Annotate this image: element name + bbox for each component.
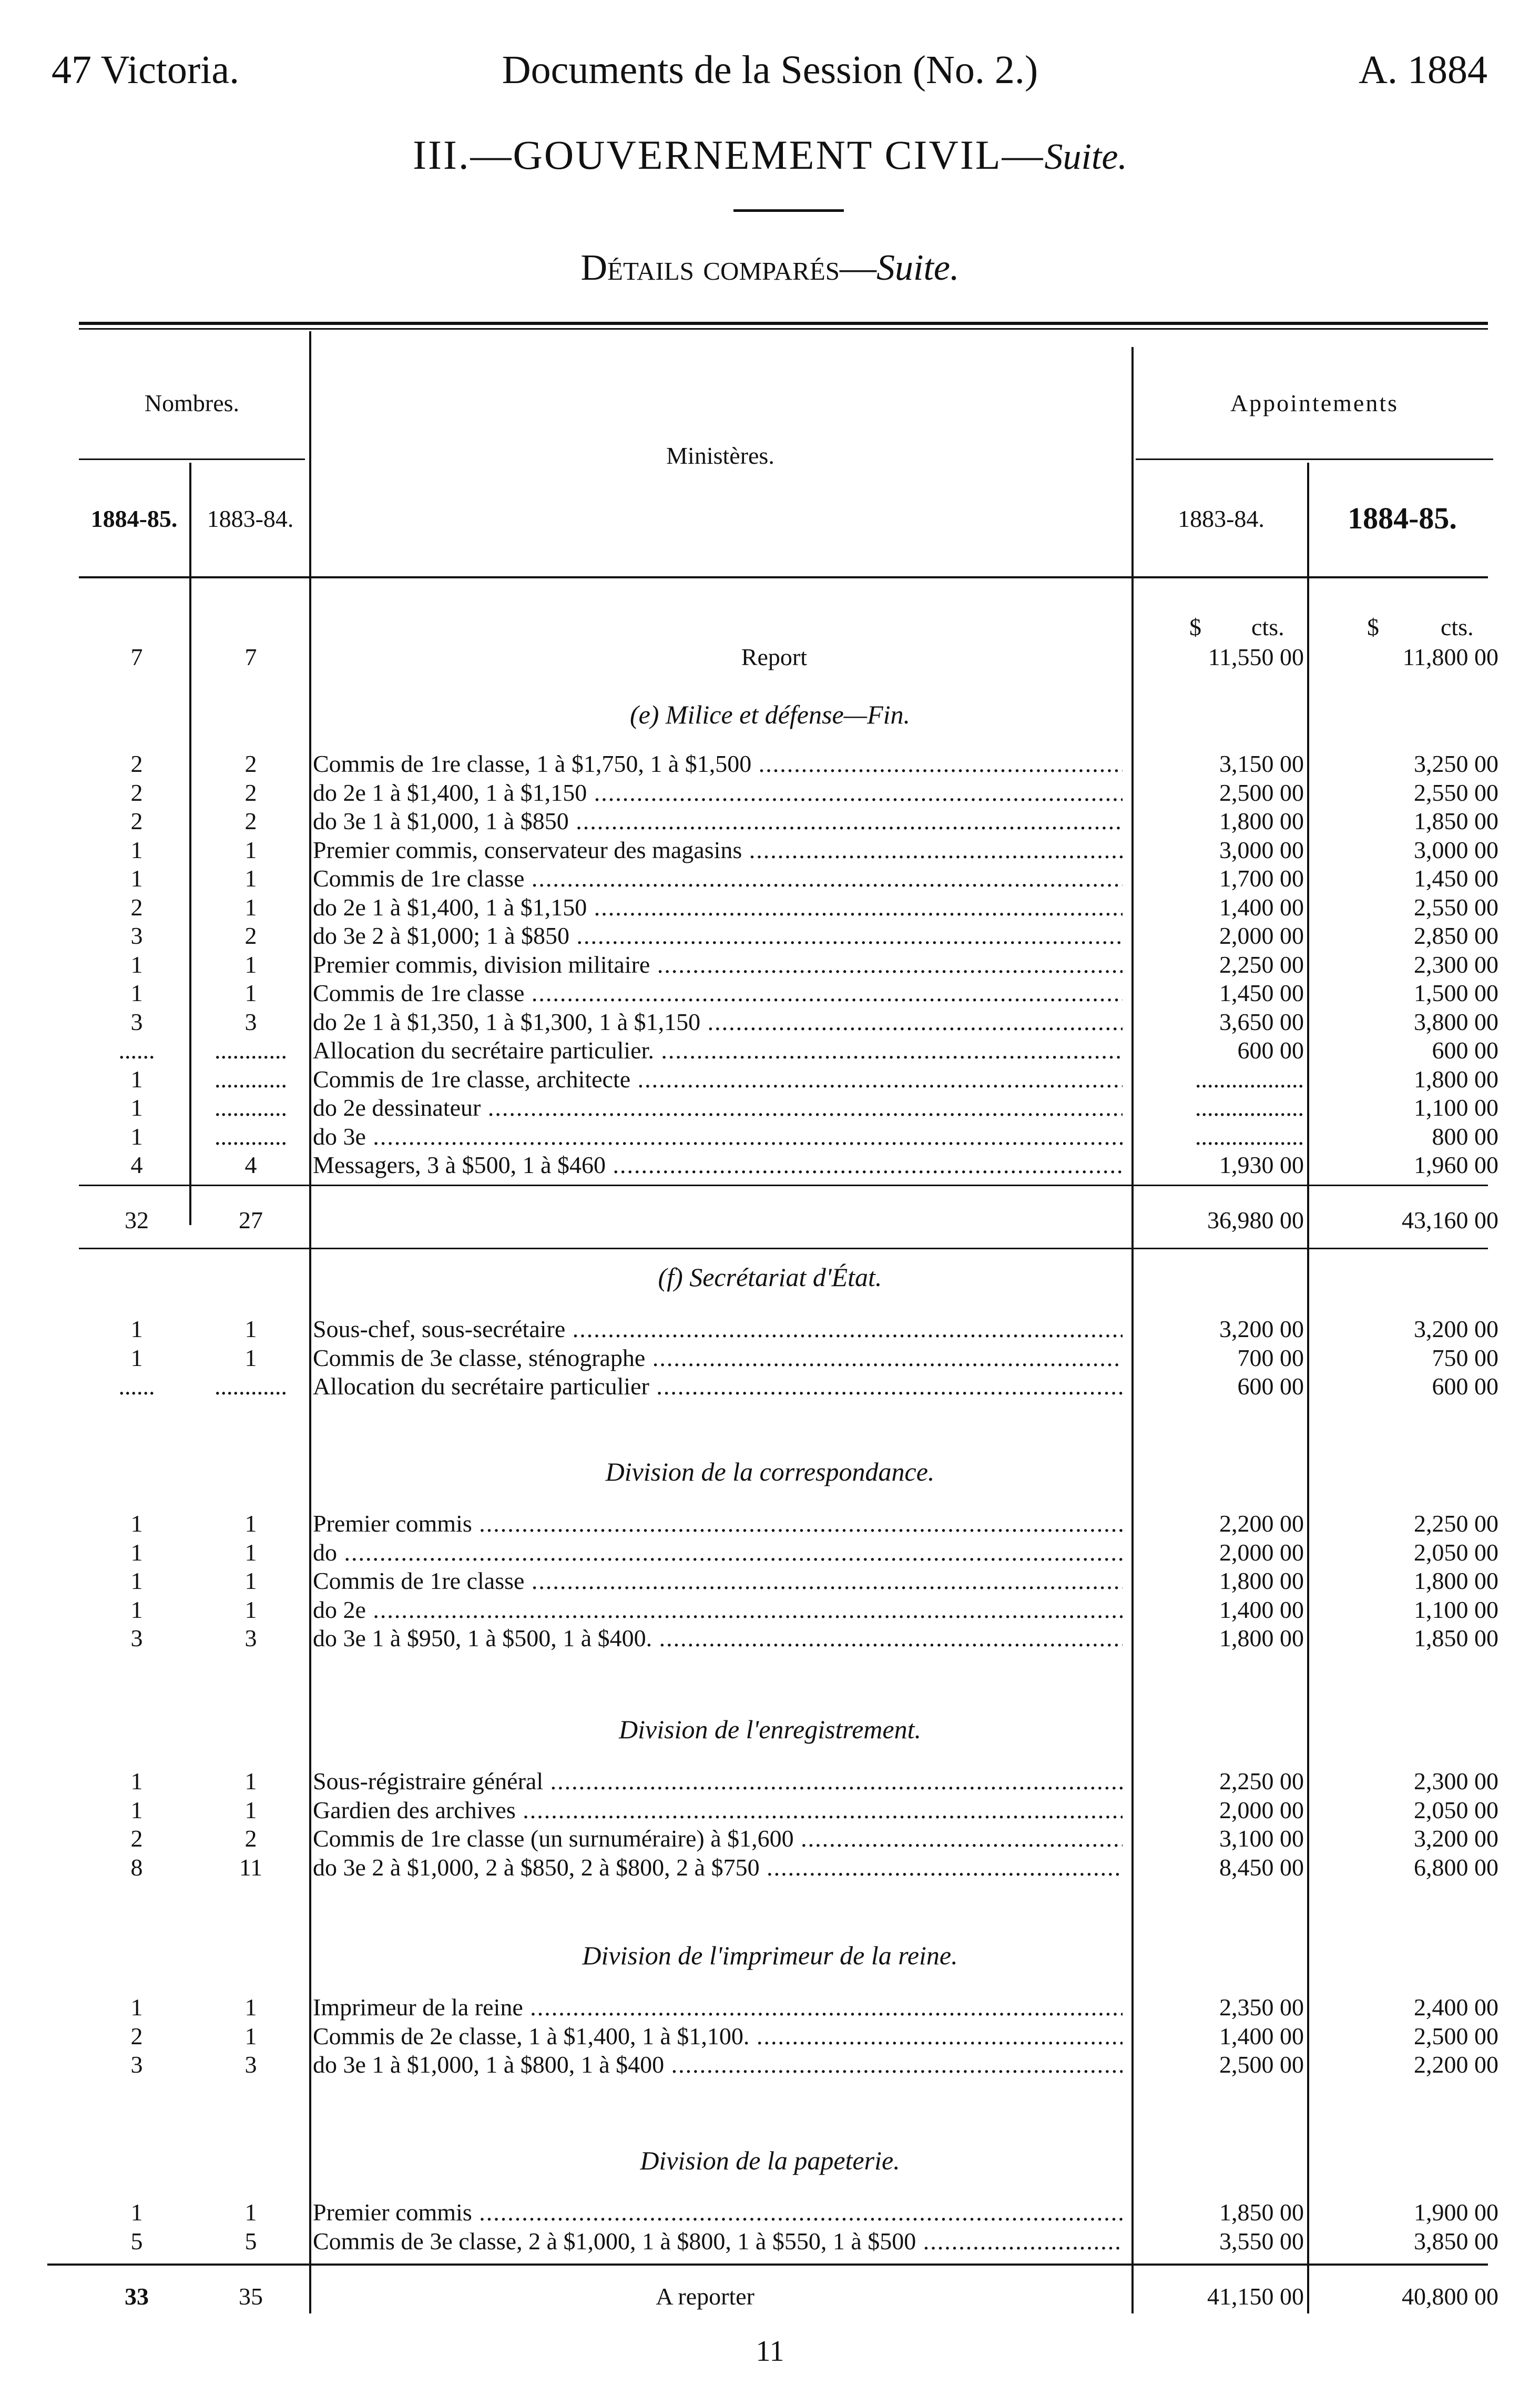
- description: do 2e 1 à $1,350, 1 à $1,300, 1 à $1,150 .....: [313, 1007, 1123, 1037]
- col-header-appointements: Appointements: [1230, 390, 1399, 416]
- amount-1884: 1,850 00: [1414, 1625, 1498, 1651]
- description: Commis de 1re classe .....: [313, 1566, 1123, 1596]
- page-subtitle: [0, 247, 1540, 289]
- description: Commis de 1re classe .....: [313, 978, 1123, 1008]
- subtitle-main: Détails comparés—: [580, 248, 877, 288]
- table-row: [0, 1093, 1540, 1123]
- total-rule: [79, 1185, 1488, 1186]
- count-1883: ............: [215, 1094, 287, 1121]
- table-row: [0, 1007, 1540, 1037]
- amount-1883: 2,250 00: [1219, 951, 1304, 978]
- count-1884: 1: [130, 1316, 143, 1342]
- table-row: [0, 1314, 1540, 1344]
- section-title: Division de la correspondance.: [605, 1457, 935, 1486]
- count-1883: ............: [215, 1037, 287, 1064]
- reporter-count-1883: 35: [239, 2283, 263, 2310]
- table-row: [0, 978, 1540, 1008]
- table-row: [0, 749, 1540, 779]
- table-row: [0, 893, 1540, 922]
- unit-dollar-1883: $: [1189, 614, 1201, 640]
- amount-1884: 2,300 00: [1414, 951, 1498, 978]
- count-1883: 1: [244, 2022, 257, 2050]
- amount-1884: 600 00: [1432, 1373, 1498, 1400]
- amount-1883: 2,000 00: [1219, 1538, 1304, 1566]
- amount-1884: 3,850 00: [1414, 2227, 1498, 2255]
- col-header-nombres: Nombres.: [144, 390, 240, 416]
- count-1883: 2: [244, 779, 257, 806]
- amount-1883: 2,000 00: [1219, 922, 1304, 949]
- amount-1883: 700 00: [1237, 1344, 1304, 1371]
- reporter-row: [0, 2282, 1540, 2311]
- total-amount-1884: 43,160 00: [1402, 1206, 1498, 1233]
- table-row: [0, 1036, 1540, 1065]
- count-1884: 3: [130, 2051, 143, 2078]
- description: Allocation du secrétaire particulier .....: [313, 1372, 1123, 1401]
- count-1884: 1: [130, 1768, 143, 1795]
- table-row: [0, 1595, 1540, 1625]
- table-row: [0, 1566, 1540, 1596]
- description: Allocation du secrétaire particulier. .....: [313, 1036, 1123, 1065]
- count-1884: 1: [130, 1510, 143, 1537]
- amount-1883: 1,400 00: [1219, 893, 1304, 921]
- count-1883: ............: [215, 1065, 287, 1093]
- amount-1883: 2,250 00: [1219, 1768, 1304, 1795]
- description: do 3e 2 à $1,000; 1 à $850 .....: [313, 921, 1123, 951]
- count-1883: 2: [244, 922, 257, 949]
- count-1883: 1: [244, 980, 257, 1006]
- section-title: Division de l'enregistrement.: [619, 1715, 921, 1744]
- amount-1883: 2,200 00: [1219, 1510, 1304, 1537]
- total-rule-bottom: [79, 1248, 1488, 1249]
- description: Sous-chef, sous-secrétaire .....: [313, 1314, 1123, 1344]
- count-1883: 4: [244, 1151, 257, 1178]
- amount-1884: 2,400 00: [1414, 1994, 1498, 2021]
- amount-1883: 1,930 00: [1219, 1151, 1304, 1178]
- nombres-subrule: [79, 458, 305, 460]
- description: do 2e 1 à $1,400, 1 à $1,150 .....: [313, 893, 1123, 922]
- count-1884: 8: [130, 1853, 143, 1881]
- amount-1883: 1,800 00: [1219, 1567, 1304, 1594]
- amount-1883: 3,000 00: [1219, 836, 1304, 863]
- description: do 3e 2 à $1,000, 2 à $850, 2 à $800, 2 à $750 .....: [313, 1853, 1123, 1882]
- description: do .....: [313, 1538, 1123, 1567]
- table-row: [0, 1509, 1540, 1538]
- description: Premier commis, division militaire .....: [313, 950, 1123, 980]
- table-row: [0, 807, 1540, 836]
- amount-1883: 600 00: [1237, 1037, 1304, 1064]
- count-1883: 2: [244, 808, 257, 834]
- count-1883: 2: [244, 750, 257, 777]
- count-1884: 1: [130, 1796, 143, 1823]
- total-count-1884: 32: [125, 1206, 149, 1233]
- page-title: [0, 131, 1540, 179]
- description: do 3e .....: [313, 1122, 1123, 1151]
- col-header-ministeres: Ministères.: [666, 442, 774, 469]
- amount-1883: 3,550 00: [1219, 2227, 1304, 2255]
- table-row: [0, 1767, 1540, 1796]
- amount-1883: 3,150 00: [1219, 750, 1304, 777]
- section-title: (f) Secrétariat d'État.: [658, 1262, 882, 1292]
- count-1884: 1: [130, 836, 143, 863]
- col-header-nombres-1883: 1883-84.: [207, 505, 294, 532]
- report-n1884: 7: [130, 644, 143, 670]
- amount-1883: 3,100 00: [1219, 1825, 1304, 1852]
- table-row: [0, 1372, 1540, 1401]
- amount-1884: 3,000 00: [1414, 836, 1498, 863]
- description: do 3e 1 à $1,000, 1 à $850 .....: [313, 807, 1123, 836]
- count-1884: 1: [130, 1123, 143, 1150]
- appointements-subrule: [1136, 458, 1493, 460]
- count-1883: 1: [244, 865, 257, 892]
- amount-1883: 8,450 00: [1219, 1853, 1304, 1881]
- count-1884: 1: [130, 1567, 143, 1594]
- amount-1883: 1,850 00: [1219, 2199, 1304, 2226]
- amount-1884: 6,800 00: [1414, 1853, 1498, 1881]
- amount-1884: 2,050 00: [1414, 1796, 1498, 1823]
- table-row: [0, 1993, 1540, 2022]
- count-1884: 2: [130, 779, 143, 806]
- amount-1884: 3,200 00: [1414, 1316, 1498, 1342]
- header-bottom-rule: [79, 576, 1488, 578]
- description: Messagers, 3 à $500, 1 à $460 .....: [313, 1150, 1123, 1180]
- count-1884: 2: [130, 2022, 143, 2050]
- count-1883: 1: [244, 1994, 257, 2021]
- count-1884: 1: [130, 1344, 143, 1371]
- description: Commis de 1re classe, architecte .....: [313, 1065, 1123, 1094]
- amount-1883: 2,500 00: [1219, 779, 1304, 806]
- running-head-left: 47 Victoria.: [52, 48, 240, 92]
- count-1883: 11: [239, 1853, 263, 1881]
- count-1883: ............: [215, 1123, 287, 1150]
- description: Commis de 2e classe, 1 à $1,400, 1 à $1,100. .....: [313, 2022, 1123, 2051]
- count-1883: 1: [244, 1538, 257, 1566]
- amount-1884: 1,450 00: [1414, 865, 1498, 892]
- total-count-1883: 27: [239, 1206, 263, 1233]
- section-title: Division de la papeterie.: [640, 2146, 900, 2175]
- description: Imprimeur de la reine .....: [313, 1993, 1123, 2022]
- table-row: [0, 2227, 1540, 2256]
- report-a1883: 11,550 00: [1208, 644, 1304, 670]
- count-1884: 1: [130, 1596, 143, 1623]
- count-1883: 1: [244, 1316, 257, 1342]
- count-1884: 2: [130, 1825, 143, 1852]
- description: Premier commis, conservateur des magasins .....: [313, 835, 1123, 865]
- table-row: [0, 2050, 1540, 2079]
- table-row: [0, 2022, 1540, 2051]
- amount-1883: ..................: [1195, 1065, 1304, 1093]
- amount-1883: 1,800 00: [1219, 808, 1304, 834]
- section-title: (e) Milice et défense—Fin.: [629, 700, 911, 729]
- amount-1884: 2,500 00: [1414, 2022, 1498, 2050]
- count-1884: 2: [130, 893, 143, 921]
- count-1884: 1: [130, 980, 143, 1006]
- count-1884: 1: [130, 1094, 143, 1121]
- count-1884: 2: [130, 750, 143, 777]
- title-suite: Suite.: [1044, 137, 1127, 177]
- amount-1884: 750 00: [1432, 1344, 1498, 1371]
- amount-1884: 2,050 00: [1414, 1538, 1498, 1566]
- amount-1884: 1,100 00: [1414, 1094, 1498, 1121]
- description: Premier commis .....: [313, 1509, 1123, 1538]
- amount-1884: 1,100 00: [1414, 1596, 1498, 1623]
- count-1883: 1: [244, 2199, 257, 2226]
- description: do 2e 1 à $1,400, 1 à $1,150 .....: [313, 778, 1123, 808]
- count-1884: 3: [130, 1625, 143, 1651]
- amount-1884: 2,200 00: [1414, 2051, 1498, 2078]
- col-header-nombres-1884: 1884-85.: [90, 505, 178, 532]
- description: do 2e .....: [313, 1595, 1123, 1625]
- count-1883: 3: [244, 1008, 257, 1035]
- description: Commis de 1re classe, 1 à $1,750, 1 à $1,500 .....: [313, 749, 1123, 779]
- col-header-appt-1884: 1884-85.: [1348, 501, 1457, 535]
- amount-1883: 2,500 00: [1219, 2051, 1304, 2078]
- count-1884: 3: [130, 1008, 143, 1035]
- amount-1884: 1,500 00: [1414, 980, 1498, 1006]
- description: Commis de 3e classe, sténographe .....: [313, 1343, 1123, 1373]
- title-rule: [733, 209, 844, 212]
- table-row: [0, 1853, 1540, 1882]
- count-1884: 5: [130, 2227, 143, 2255]
- amount-1884: 3,200 00: [1414, 1825, 1498, 1852]
- amount-1883: 2,350 00: [1219, 1994, 1304, 2021]
- amount-1883: 1,800 00: [1219, 1625, 1304, 1651]
- section-title: Division de l'imprimeur de la reine.: [582, 1941, 958, 1970]
- total-amount-1883: 36,980 00: [1207, 1206, 1304, 1233]
- report-row: [0, 643, 1540, 672]
- table-row: [0, 1343, 1540, 1373]
- page-number: 11: [756, 2335, 784, 2368]
- amount-1884: 800 00: [1432, 1123, 1498, 1150]
- description: Commis de 1re classe (un surnuméraire) à $1,600 .....: [313, 1824, 1123, 1853]
- amount-1883: 600 00: [1237, 1373, 1304, 1400]
- table-row: [0, 778, 1540, 808]
- count-1883: 5: [244, 2227, 257, 2255]
- count-1883: 2: [244, 1825, 257, 1852]
- table-row: [0, 864, 1540, 893]
- table-row: [0, 1150, 1540, 1180]
- count-1884: 2: [130, 808, 143, 834]
- count-1884: 1: [130, 951, 143, 978]
- count-1884: 3: [130, 922, 143, 949]
- unit-cts-1883: cts.: [1251, 614, 1284, 640]
- amount-1884: 2,300 00: [1414, 1768, 1498, 1795]
- table-row: [0, 2198, 1540, 2227]
- table-row: [0, 1796, 1540, 1825]
- table-row: [0, 835, 1540, 865]
- description: do 2e dessinateur .....: [313, 1093, 1123, 1123]
- reporter-count-1884: 33: [125, 2283, 149, 2310]
- reporter-label: A reporter: [656, 2283, 754, 2310]
- amount-1884: 3,800 00: [1414, 1008, 1498, 1035]
- reporter-amount-1883: 41,150 00: [1207, 2283, 1304, 2310]
- table-top-rule: [79, 322, 1488, 325]
- count-1883: 1: [244, 1796, 257, 1823]
- count-1883: 3: [244, 1625, 257, 1651]
- subtitle-suite: Suite.: [876, 248, 960, 288]
- unit-dollar-1884: $: [1367, 614, 1379, 640]
- amount-1884: 600 00: [1432, 1037, 1498, 1064]
- amount-1884: 1,900 00: [1414, 2199, 1498, 2226]
- table-row: [0, 1065, 1540, 1094]
- amount-1884: 3,250 00: [1414, 750, 1498, 777]
- count-1883: 1: [244, 1596, 257, 1623]
- count-1883: 1: [244, 893, 257, 921]
- count-1883: 1: [244, 951, 257, 978]
- title-main: III.—GOUVERNEMENT CIVIL—: [413, 132, 1045, 178]
- description: do 3e 1 à $1,000, 1 à $800, 1 à $400 .....: [313, 2050, 1123, 2079]
- table-row: [0, 921, 1540, 951]
- col-header-appt-1883: 1883-84.: [1178, 505, 1264, 532]
- description: Sous-régistraire général .....: [313, 1767, 1123, 1796]
- amount-1883: 1,700 00: [1219, 865, 1304, 892]
- count-1883: 1: [244, 1510, 257, 1537]
- count-1884: ......: [118, 1373, 155, 1400]
- amount-1883: 1,450 00: [1219, 980, 1304, 1006]
- amount-1883: ..................: [1195, 1123, 1304, 1150]
- count-1883: 1: [244, 1344, 257, 1371]
- amount-1884: 1,800 00: [1414, 1065, 1498, 1093]
- running-head-right: A. 1884: [1359, 48, 1487, 92]
- amount-1883: 1,400 00: [1219, 1596, 1304, 1623]
- description: Commis de 3e classe, 2 à $1,000, 1 à $800, 1 à $550, 1 à $500 .....: [313, 2227, 1123, 2256]
- description: Gardien des archives .....: [313, 1796, 1123, 1825]
- table-row: [0, 1824, 1540, 1853]
- count-1884: 1: [130, 865, 143, 892]
- description: do 3e 1 à $950, 1 à $500, 1 à $400. .....: [313, 1624, 1123, 1653]
- amount-1883: ..................: [1195, 1094, 1304, 1121]
- description: Premier commis .....: [313, 2198, 1123, 2227]
- description: Commis de 1re classe .....: [313, 864, 1123, 893]
- amount-1883: 1,400 00: [1219, 2022, 1304, 2050]
- count-1884: 1: [130, 1538, 143, 1566]
- table-row: [0, 950, 1540, 980]
- report-a1884: 11,800 00: [1402, 644, 1498, 670]
- count-1883: 3: [244, 2051, 257, 2078]
- report-n1883: 7: [244, 644, 257, 670]
- count-1883: 1: [244, 1768, 257, 1795]
- count-1883: 1: [244, 836, 257, 863]
- table-top-rule-thin: [79, 328, 1488, 330]
- amount-1883: 3,650 00: [1219, 1008, 1304, 1035]
- running-head-center: Documents de la Session (No. 2.): [502, 48, 1038, 92]
- count-1884: ......: [118, 1037, 155, 1064]
- amount-1883: 2,000 00: [1219, 1796, 1304, 1823]
- amount-1883: 3,200 00: [1219, 1316, 1304, 1342]
- amount-1884: 2,550 00: [1414, 779, 1498, 806]
- total-row: [0, 1206, 1540, 1235]
- reporter-amount-1884: 40,800 00: [1402, 2283, 1498, 2310]
- count-1884: 4: [130, 1151, 143, 1178]
- amount-1884: 1,850 00: [1414, 808, 1498, 834]
- amount-1884: 2,550 00: [1414, 893, 1498, 921]
- count-1884: 1: [130, 2199, 143, 2226]
- unit-cts-1884: cts.: [1441, 614, 1474, 640]
- amount-1884: 2,850 00: [1414, 922, 1498, 949]
- count-1883: 1: [244, 1567, 257, 1594]
- footer-rule: [47, 2264, 1488, 2266]
- table-row: [0, 1122, 1540, 1151]
- count-1884: 1: [130, 1065, 143, 1093]
- table-row: [0, 1538, 1540, 1567]
- count-1884: 1: [130, 1994, 143, 2021]
- count-1883: ............: [215, 1373, 287, 1400]
- amount-1884: 1,960 00: [1414, 1151, 1498, 1178]
- amount-1884: 1,800 00: [1414, 1567, 1498, 1594]
- report-label: Report: [741, 644, 807, 670]
- table-row: [0, 1624, 1540, 1653]
- amount-1884: 2,250 00: [1414, 1510, 1498, 1537]
